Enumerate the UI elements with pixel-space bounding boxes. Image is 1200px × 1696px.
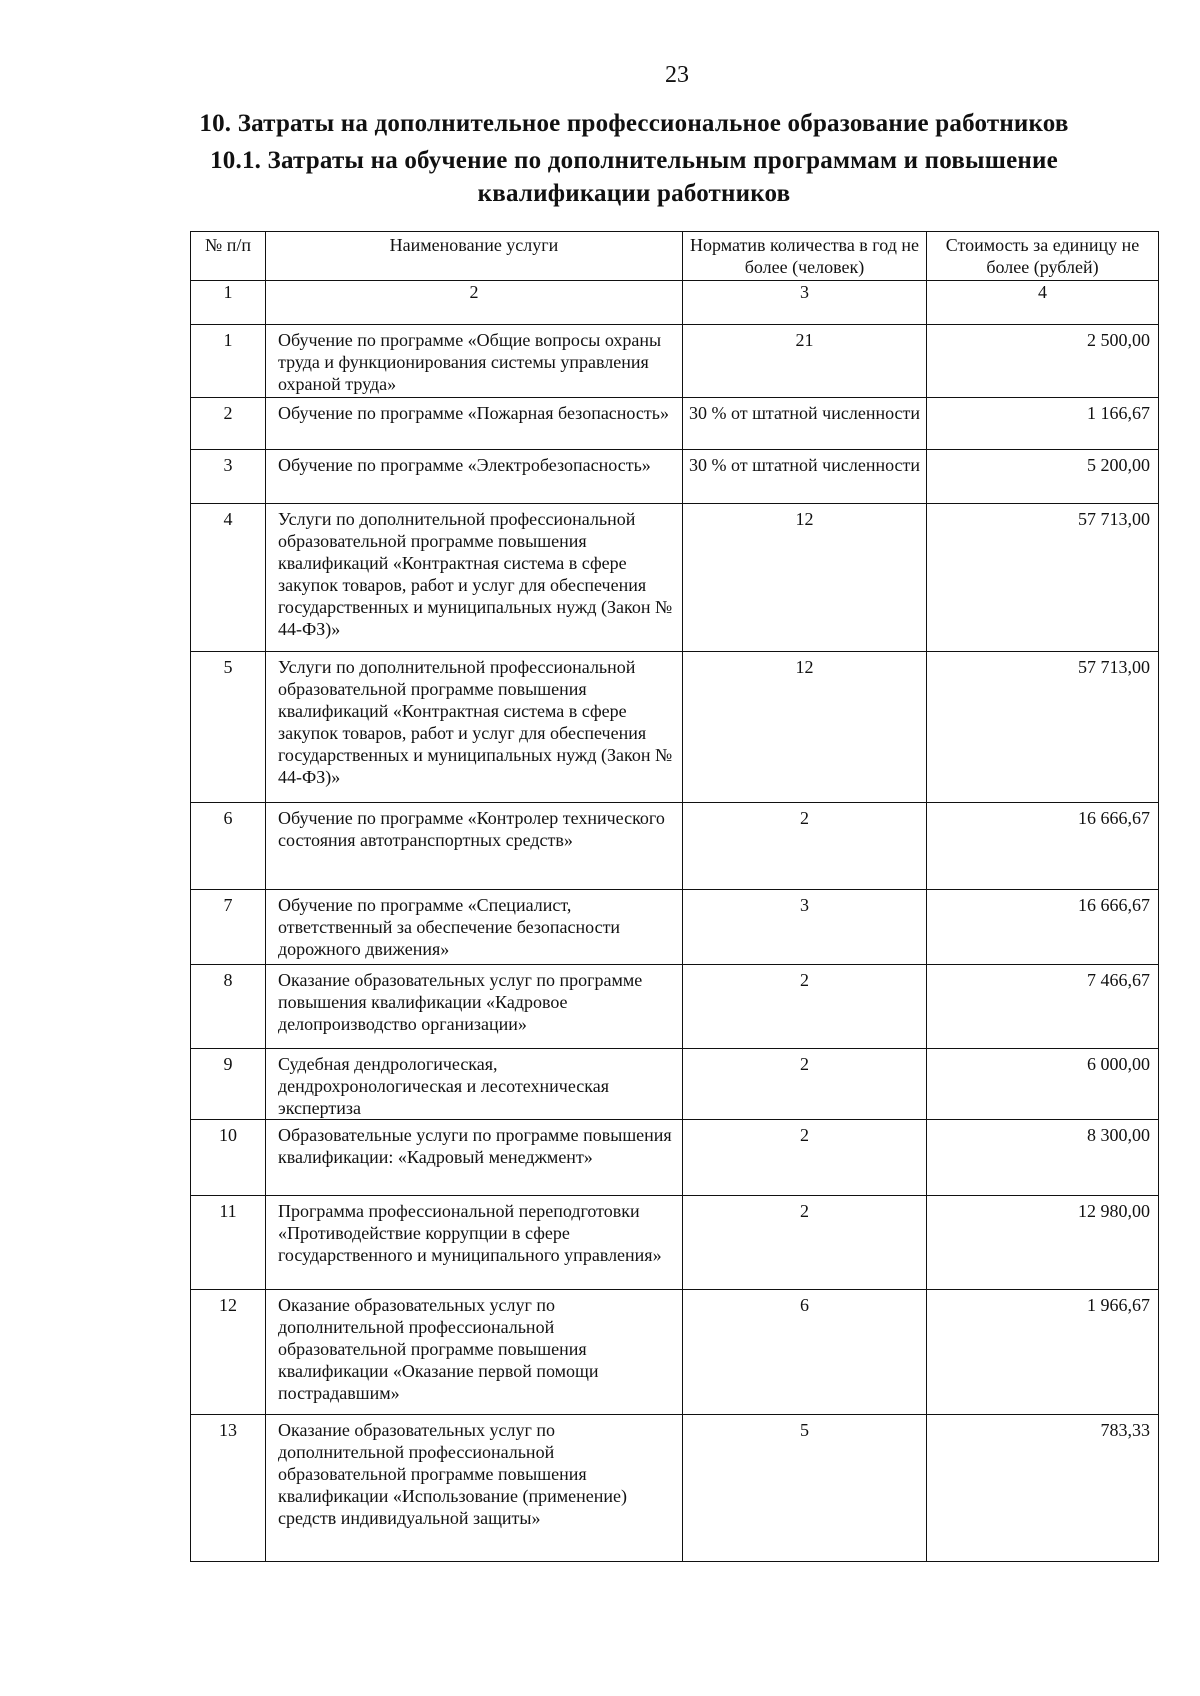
row-num: 5 [191, 652, 266, 803]
service-name: Оказание образовательных услуг по программе повышения квалификации «Кадровое делопроизводство организации» [266, 965, 683, 1049]
row-num: 11 [191, 1196, 266, 1290]
quantity-norm: 6 [683, 1290, 927, 1415]
quantity-norm: 21 [683, 325, 927, 398]
row-num: 1 [191, 325, 266, 398]
header-num: № п/п [191, 232, 266, 281]
table-row [191, 890, 1159, 965]
table-row [191, 1049, 1159, 1120]
table-row [191, 1120, 1159, 1196]
row-num: 4 [191, 504, 266, 652]
service-name: Оказание образовательных услуг по дополнительной профессиональной образовательной программе повышения квалификации «Использование (применение) средств индивидуальной защиты» [266, 1415, 683, 1562]
table-row [191, 325, 1159, 398]
unit-cost: 16 666,67 [927, 803, 1159, 890]
table-row [191, 803, 1159, 890]
row-num: 6 [191, 803, 266, 890]
row-num: 13 [191, 1415, 266, 1562]
table-header-row [191, 232, 1159, 281]
page-number: 23 [665, 62, 689, 88]
service-name: Обучение по программе «Общие вопросы охраны труда и функционирования системы управления охраной труда» [266, 325, 683, 398]
table-row [191, 652, 1159, 803]
unit-cost: 6 000,00 [927, 1049, 1159, 1120]
subsection-heading-line1: 10.1. Затраты на обучение по дополнительным программам и повышение [210, 147, 1058, 174]
quantity-norm: 12 [683, 652, 927, 803]
table-row [191, 965, 1159, 1049]
row-num: 10 [191, 1120, 266, 1196]
column-index: 2 [266, 281, 683, 325]
quantity-norm: 2 [683, 1120, 927, 1196]
services-table [190, 231, 1159, 1562]
unit-cost: 57 713,00 [927, 504, 1159, 652]
column-index: 1 [191, 281, 266, 325]
unit-cost: 2 500,00 [927, 325, 1159, 398]
quantity-norm: 2 [683, 1049, 927, 1120]
unit-cost: 5 200,00 [927, 450, 1159, 504]
unit-cost: 783,33 [927, 1415, 1159, 1562]
service-name: Обучение по программе «Электробезопасность» [266, 450, 683, 504]
quantity-norm: 30 % от штатной численности [683, 398, 927, 450]
row-num: 8 [191, 965, 266, 1049]
column-index: 3 [683, 281, 927, 325]
service-name: Образовательные услуги по программе повышения квалификации: «Кадровый менеджмент» [266, 1120, 683, 1196]
quantity-norm: 5 [683, 1415, 927, 1562]
table-row [191, 504, 1159, 652]
row-num: 2 [191, 398, 266, 450]
section-heading: 10. Затраты на дополнительное профессиональное образование работников [199, 110, 1069, 137]
quantity-norm: 3 [683, 890, 927, 965]
subsection-heading-line2: квалификации работников [477, 180, 791, 207]
unit-cost: 1 966,67 [927, 1290, 1159, 1415]
header-name: Наименование услуги [266, 232, 683, 281]
unit-cost: 8 300,00 [927, 1120, 1159, 1196]
row-num: 12 [191, 1290, 266, 1415]
header-cost: Стоимость за единицу не более (рублей) [927, 232, 1159, 281]
service-name: Оказание образовательных услуг по дополнительной профессиональной образовательной программе повышения квалификации «Оказание первой помощи пострадавшим» [266, 1290, 683, 1415]
service-name: Судебная дендрологическая, дендрохронологическая и лесотехническая экспертиза [266, 1049, 683, 1120]
table-row [191, 398, 1159, 450]
row-num: 3 [191, 450, 266, 504]
unit-cost: 1 166,67 [927, 398, 1159, 450]
unit-cost: 16 666,67 [927, 890, 1159, 965]
unit-cost: 57 713,00 [927, 652, 1159, 803]
table-row [191, 1196, 1159, 1290]
quantity-norm: 2 [683, 1196, 927, 1290]
row-num: 7 [191, 890, 266, 965]
unit-cost: 7 466,67 [927, 965, 1159, 1049]
header-norm: Норматив количества в год не более (человек) [683, 232, 927, 281]
table-row [191, 450, 1159, 504]
quantity-norm: 2 [683, 965, 927, 1049]
service-name: Услуги по дополнительной профессиональной образовательной программе повышения квалификаций «Контрактная система в сфере закупок товаров, работ и услуг для обеспечения государственных и муниципальных нужд (Закон № 44-ФЗ)» [266, 652, 683, 803]
quantity-norm: 12 [683, 504, 927, 652]
table-row [191, 1290, 1159, 1415]
service-name: Обучение по программе «Специалист, ответственный за обеспечение безопасности дорожного движения» [266, 890, 683, 965]
quantity-norm: 2 [683, 803, 927, 890]
row-num: 9 [191, 1049, 266, 1120]
column-index-row [191, 281, 1159, 325]
table-row [191, 1415, 1159, 1562]
quantity-norm: 30 % от штатной численности [683, 450, 927, 504]
service-name: Обучение по программе «Пожарная безопасность» [266, 398, 683, 450]
service-name: Обучение по программе «Контролер технического состояния автотранспортных средств» [266, 803, 683, 890]
service-name: Услуги по дополнительной профессиональной образовательной программе повышения квалификаций «Контрактная система в сфере закупок товаров, работ и услуг для обеспечения государственных и муниципальных нужд (Закон № 44-ФЗ)» [266, 504, 683, 652]
column-index: 4 [927, 281, 1159, 325]
unit-cost: 12 980,00 [927, 1196, 1159, 1290]
service-name: Программа профессиональной переподготовки «Противодействие коррупции в сфере государственного и муниципального управления» [266, 1196, 683, 1290]
